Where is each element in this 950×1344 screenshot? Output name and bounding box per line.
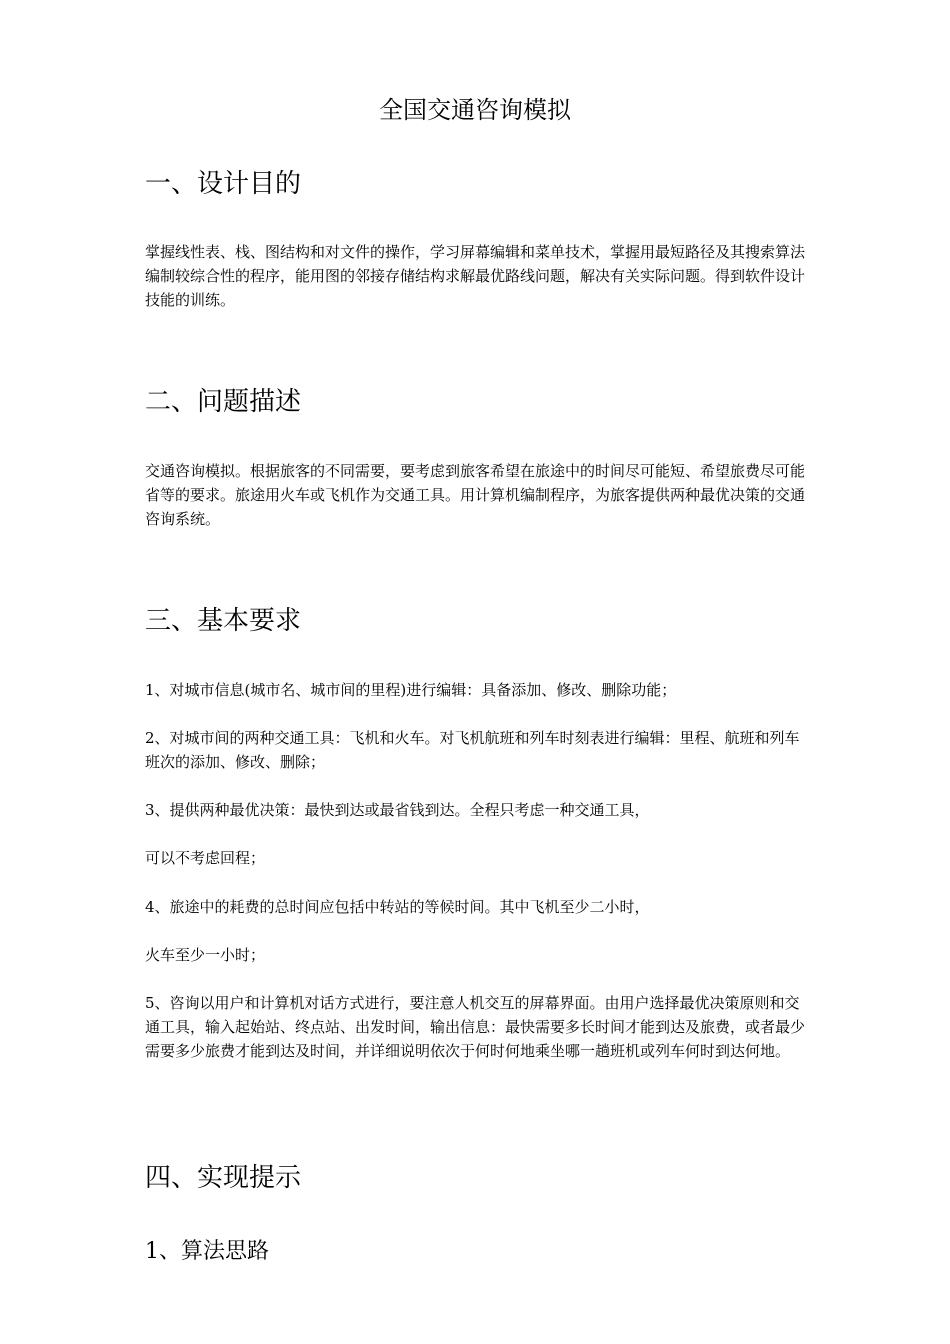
subheading-algorithm: 1、算法思路 [145, 1239, 269, 1264]
requirement-item-4-continued: 火车至少一小时； [145, 946, 266, 964]
section-heading-requirements: 三、基本要求 [145, 606, 302, 636]
requirement-item-3-continued: 可以不考虑回程； [145, 849, 266, 867]
paragraph-purpose: 掌握线性表、栈、图结构和对文件的操作，学习屏幕编辑和菜单技术，掌握用最短路径及其搜索算法编制较综合性的程序，能用图的邻接存储结构求解最优路线问题，解决有关实际问题。得到软件设计技能的训练。 [145, 243, 806, 309]
document-title: 全国交通咨询模拟 [379, 96, 571, 124]
section-heading-hints: 四、实现提示 [145, 1163, 302, 1193]
requirement-item-1: 1、对城市信息(城市名、城市间的里程)进行编辑：具备添加、修改、删除功能； [145, 681, 677, 699]
section-heading-problem: 二、问题描述 [145, 387, 302, 417]
requirement-item-3: 3、提供两种最优决策：最快到达或最省钱到达。全程只考虑一种交通工具， [145, 801, 650, 819]
requirement-item-4: 4、旅途中的耗费的总时间应包括中转站的等候时间。其中飞机至少二小时， [145, 898, 650, 916]
requirement-item-2: 2、对城市间的两种交通工具：飞机和火车。对飞机航班和列车时刻表进行编辑：里程、航班和列车班次的添加、修改、删除； [145, 729, 800, 771]
requirement-item-5: 5、咨询以用户和计算机对话方式进行，要注意人机交互的屏幕界面。由用户选择最优决策原则和交通工具，输入起始站、终点站、出发时间，输出信息：最快需要多长时间才能到达及旅费，或者最少需要多少旅费才能到达及时间，并详细说明依次于何时何地乘坐哪一趟班机或列车何时到达何地。 [145, 994, 806, 1060]
paragraph-problem: 交通咨询模拟。根据旅客的不同需要，要考虑到旅客希望在旅途中的时间尽可能短、希望旅费尽可能省等的要求。旅途用火车或飞机作为交通工具。用计算机编制程序，为旅客提供两种最优决策的交通咨询系统。 [145, 462, 806, 528]
section-heading-purpose: 一、设计目的 [145, 169, 302, 199]
